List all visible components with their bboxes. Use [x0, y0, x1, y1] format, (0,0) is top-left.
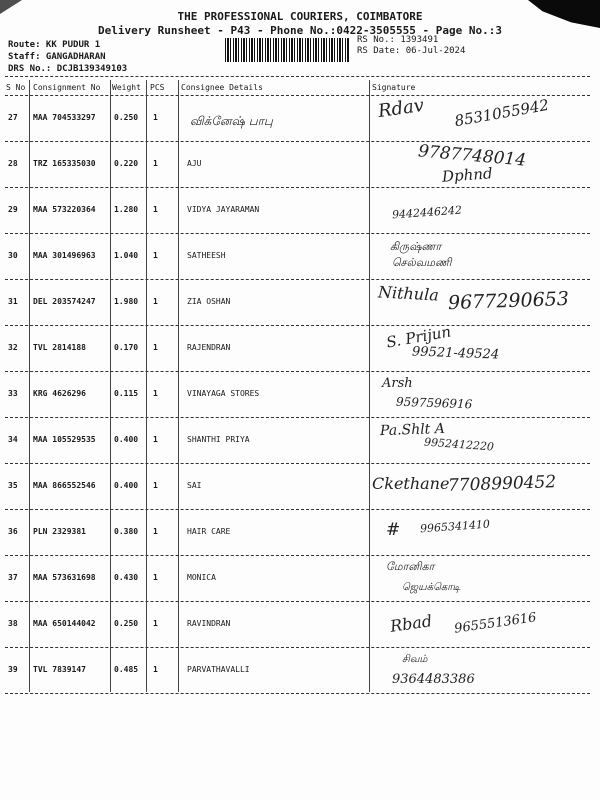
row-signature: மோனிகா	[386, 560, 435, 573]
row-handwritten-phone: 99521-49524	[411, 344, 500, 363]
col-consignment: Consignment No	[33, 83, 101, 92]
row-pcs: 1	[153, 389, 158, 398]
table-row	[0, 556, 600, 602]
row-handwritten-phone: 9655513616	[453, 610, 538, 637]
row-signature-area	[372, 188, 590, 234]
row-consignment-no: MAA 301496963	[33, 251, 96, 260]
row-sno: 39	[8, 665, 18, 674]
row-pcs: 1	[153, 205, 158, 214]
staff-label: Staff: GANGADHARAN	[8, 52, 106, 62]
row-signature-area	[372, 234, 590, 280]
row-weight: 0.170	[114, 343, 139, 352]
row-weight: 0.400	[114, 435, 139, 444]
row-sno: 38	[8, 619, 18, 628]
row-handwritten-phone: 8531055942	[453, 95, 551, 131]
row-sno: 28	[8, 159, 18, 168]
row-signature-area	[372, 372, 590, 418]
row-consignee: SAI	[187, 481, 202, 490]
row-weight: 0.400	[114, 481, 139, 490]
row-handwritten-phone: 7708990452	[447, 472, 557, 496]
row-pcs: 1	[153, 113, 158, 122]
row-consignee: MONICA	[187, 573, 216, 582]
row-signature-area	[372, 142, 590, 188]
row-consignment-no: TVL 2814188	[33, 343, 86, 352]
row-signature: Rdav	[376, 94, 426, 123]
row-pcs: 1	[153, 481, 158, 490]
row-pcs: 1	[153, 297, 158, 306]
rs-date: RS Date: 06-Jul-2024	[357, 46, 466, 56]
row-signature-area	[372, 510, 590, 556]
row-weight: 0.430	[114, 573, 139, 582]
table-row	[0, 280, 600, 326]
row-signature-area	[372, 322, 590, 372]
row-consignment-no: PLN 2329381	[33, 527, 86, 536]
row-signature: Nithula	[377, 282, 440, 305]
row-sno: 27	[8, 113, 18, 122]
row-consignee: HAIR CARE	[187, 527, 231, 536]
row-handwritten-phone: 9965341410	[419, 517, 491, 536]
row-handwritten-consignee: விக்னேஷ் பாபு	[190, 114, 273, 128]
table-row	[0, 464, 600, 510]
row-consignee: RAVINDRAN	[187, 619, 231, 628]
row-sno: 33	[8, 389, 18, 398]
row-consignee: PARVATHAVALLI	[187, 665, 250, 674]
barcode	[225, 38, 350, 62]
row-sno: 31	[8, 297, 18, 306]
table-row	[0, 188, 600, 234]
row-handwritten-phone: 9677290653	[447, 287, 570, 315]
row-consignment-no: KRG 4626296	[33, 389, 86, 398]
row-weight: 0.250	[114, 619, 139, 628]
row-pcs: 1	[153, 343, 158, 352]
row-signature: Rbad	[388, 611, 434, 636]
row-sno: 37	[8, 573, 18, 582]
row-consignee: SATHEESH	[187, 251, 226, 260]
row-consignee: VIDYA JAYARAMAN	[187, 205, 260, 214]
row-signature-area	[372, 96, 590, 142]
row-weight: 0.250	[114, 113, 139, 122]
row-sno: 29	[8, 205, 18, 214]
row-consignment-no: MAA 573631698	[33, 573, 96, 582]
row-consignee: RAJENDRAN	[187, 343, 231, 352]
col-consignee: Consignee Details	[181, 83, 263, 92]
row-consignee: VINAYAGA STORES	[187, 389, 260, 398]
table-row	[0, 322, 600, 372]
row-weight: 0.380	[114, 527, 139, 536]
row-signature: Arsh	[382, 376, 413, 391]
row-signature-area	[372, 280, 590, 326]
row-sno: 30	[8, 251, 18, 260]
row-weight: 1.980	[114, 297, 139, 306]
col-weight: Weight	[112, 83, 141, 92]
row-handwritten-phone: 9364483386	[392, 672, 475, 687]
col-signature: Signature	[372, 83, 416, 92]
table-row	[0, 234, 600, 280]
header-divider	[5, 76, 590, 77]
row-signature-area	[372, 556, 590, 602]
row-signature: Ckethane	[372, 474, 450, 493]
table-row	[0, 510, 600, 556]
row-consignment-no: MAA 105529535	[33, 435, 96, 444]
row-handwritten-phone: 9442446242	[391, 203, 463, 222]
row-pcs: 1	[153, 251, 158, 260]
row-signature-area	[372, 464, 590, 510]
table-row	[0, 96, 600, 142]
row-sno: 36	[8, 527, 18, 536]
row-signature-area	[372, 418, 590, 464]
row-handwritten-phone: 9952412220	[423, 435, 495, 454]
row-divider	[5, 693, 590, 694]
row-consignment-no: MAA 866552546	[33, 481, 96, 490]
table-row	[0, 418, 600, 464]
row-sno: 35	[8, 481, 18, 490]
row-consignment-no: MAA 573220364	[33, 205, 96, 214]
company-title: THE PROFESSIONAL COURIERS, COIMBATORE	[177, 10, 423, 23]
row-signature: S. Prijun	[384, 322, 453, 352]
table-row	[0, 372, 600, 418]
row-pcs: 1	[153, 665, 158, 674]
row-weight: 0.220	[114, 159, 139, 168]
row-signature: #	[386, 520, 401, 540]
table-row	[0, 142, 600, 188]
row-signature: Dphnd	[441, 164, 494, 186]
row-handwritten-phone: 9787748014	[417, 141, 527, 171]
row-signature: Pa.Shlt A	[379, 420, 446, 440]
route-label: Route: KK PUDUR 1	[8, 40, 101, 50]
row-consignment-no: TVL 7839147	[33, 665, 86, 674]
row-consignment-no: MAA 704533297	[33, 113, 96, 122]
row-signature-area	[372, 602, 590, 648]
row-consignment-no: MAA 650144042	[33, 619, 96, 628]
row-handwritten-phone: 9597596916	[395, 394, 473, 412]
row-pcs: 1	[153, 159, 158, 168]
row-pcs: 1	[153, 619, 158, 628]
row-weight: 0.115	[114, 389, 139, 398]
row-consignment-no: TRZ 165335030	[33, 159, 96, 168]
rs-number: RS No.: 1393491	[357, 35, 439, 45]
row-pcs: 1	[153, 527, 158, 536]
table-row	[0, 648, 600, 694]
col-pcs: PCS	[150, 83, 165, 92]
row-consignee: AJU	[187, 159, 202, 168]
row-weight: 1.280	[114, 205, 139, 214]
table-row	[0, 602, 600, 648]
row-weight: 0.485	[114, 665, 139, 674]
row-handwritten-phone: ஜெயக்கொடி	[402, 582, 461, 593]
drs-label: DRS No.: DCJB139349103	[8, 64, 128, 74]
row-signature: சிவம்	[402, 654, 428, 665]
row-consignment-no: DEL 203574247	[33, 297, 96, 306]
row-weight: 1.040	[114, 251, 139, 260]
row-signature-area	[372, 648, 590, 694]
row-pcs: 1	[153, 435, 158, 444]
row-handwritten-phone: செல்வமணி	[392, 256, 452, 269]
col-sno: S No	[6, 83, 26, 92]
row-consignee: ZIA OSHAN	[187, 297, 231, 306]
row-signature: கிருஷ்ணா	[390, 240, 442, 253]
row-sno: 34	[8, 435, 18, 444]
row-pcs: 1	[153, 573, 158, 582]
row-consignee: SHANTHI PRIYA	[187, 435, 250, 444]
row-sno: 32	[8, 343, 18, 352]
runsheet-title: Delivery Runsheet - P43 - Phone No.:0422-3505555 - Page No.:3	[98, 24, 502, 37]
